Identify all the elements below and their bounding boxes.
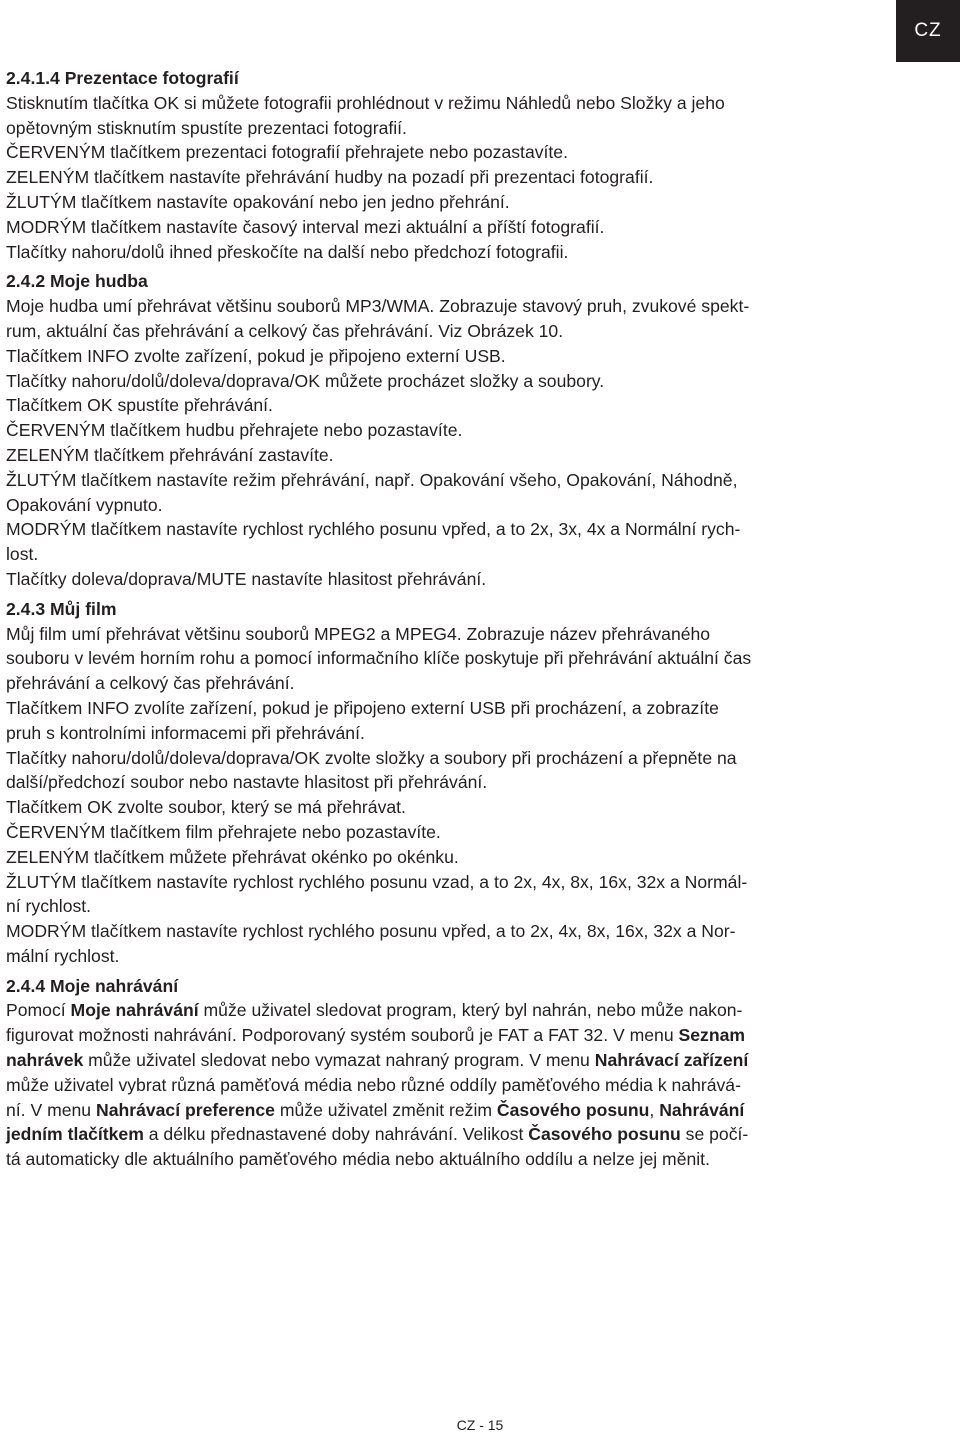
bold-term: nahrávek — [6, 1050, 84, 1071]
text-line: pruh s kontrolními informacemi při přehrávání. — [6, 722, 365, 743]
page-number: CZ - 15 — [456, 1417, 504, 1433]
text-line: Tlačítky nahoru/dolů/doleva/doprava/OK můžete procházet složky a soubory. — [6, 370, 605, 391]
text-line: Tlačítky nahoru/dolů/doleva/doprava/OK zvolte složky a soubory při procházení a přepněte na — [6, 747, 737, 768]
text-line: Můj film umí přehrávat většinu souborů MPEG2 a MPEG4. Zobrazuje název přehrávaného — [6, 623, 711, 644]
text-line: Opakování vypnuto. — [6, 494, 163, 515]
text-line: Tlačítkem INFO zvolíte zařízení, pokud je připojeno externí USB při procházení, a zobrazíte — [6, 697, 719, 718]
text-line: přehrávání a celkový čas přehrávání. — [6, 673, 295, 694]
section-heading: 2.4.1.4 Prezentace fotografií — [6, 68, 239, 88]
bold-term: Časového posunu — [496, 1099, 650, 1120]
text-line — [6, 1073, 890, 1098]
section-heading: 2.4.4 Moje nahrávání — [6, 975, 179, 996]
text-line: ČERVENÝM tlačítkem film přehrajete nebo pozastavíte. — [6, 821, 441, 842]
text-line: další/předchozí soubor nebo nastavte hlasitost při přehrávání. — [6, 772, 488, 793]
text-line: Tlačítkem OK spustíte přehrávání. — [6, 395, 273, 416]
text-line: ŽLUTÝM tlačítkem nastavíte rychlost rychlého posunu vzad, a to 2x, 4x, 8x, 16x, 32x a Normál- — [6, 871, 748, 892]
text-line: opětovným stisknutím spustíte prezentaci fotografií. — [6, 117, 407, 138]
text-line — [6, 1147, 890, 1172]
text-line: ŽLUTÝM tlačítkem nastavíte režim přehrávání, např. Opakování všeho, Opakování, Náhodně, — [6, 469, 738, 490]
section-photo-slideshow — [6, 66, 890, 264]
bold-term: Nahrávání — [659, 1099, 745, 1120]
text-run: Pomocí — [6, 1000, 71, 1021]
bold-term: Nahrávací zařízení — [594, 1050, 749, 1071]
section-heading: 2.4.3 Můj film — [6, 598, 117, 619]
bold-term: Časového posunu — [528, 1124, 681, 1145]
text-run: tá automaticky dle aktuálního paměťového média nebo aktuálního oddílu a nelze jej měnit. — [6, 1149, 710, 1170]
text-line: Tlačítky doleva/doprava/MUTE nastavíte hlasitost přehrávání. — [6, 568, 487, 589]
text-line: ZELENÝM tlačítkem můžete přehrávat okénko po okénku. — [6, 846, 459, 867]
text-line — [6, 998, 890, 1023]
text-run: a délku přednastavené doby nahrávání. Velikost — [143, 1124, 529, 1145]
text-line: Tlačítkem OK zvolte soubor, který se má přehrávat. — [6, 797, 406, 818]
text-line: ZELENÝM tlačítkem přehrávání zastavíte. — [6, 444, 334, 465]
section-my-film — [6, 597, 890, 969]
text-line: ŽLUTÝM tlačítkem nastavíte opakování nebo jen jedno přehrání. — [6, 191, 510, 212]
text-line: Tlačítky nahoru/dolů ihned přeskočíte na další nebo předchozí fotografii. — [6, 241, 569, 262]
text-line: MODRÝM tlačítkem nastavíte rychlost rychlého posunu vpřed, a to 2x, 4x, 8x, 16x, 32x a Nor- — [6, 921, 736, 942]
text-line: rum, aktuální čas přehrávání a celkový čas přehrávání. Viz Obrázek 10. — [6, 320, 564, 341]
bold-term: jedním tlačítkem — [6, 1124, 144, 1145]
text-line: ní rychlost. — [6, 896, 92, 917]
text-line: mální rychlost. — [6, 945, 120, 966]
text-run: figurovat možnosti nahrávání. Podporovaný systém souborů je FAT a FAT 32. V menu — [6, 1025, 679, 1046]
text-line — [6, 1048, 890, 1073]
text-run: může uživatel změnit režim — [274, 1099, 497, 1120]
text-line: ČERVENÝM tlačítkem hudbu přehrajete nebo pozastavíte. — [6, 420, 463, 441]
text-line — [6, 1023, 890, 1048]
text-run: , — [649, 1099, 660, 1120]
text-run: může uživatel vybrat různá paměťová média nebo různé oddíly paměťového média k nahrává- — [6, 1074, 741, 1095]
text-line: ČERVENÝM tlačítkem prezentaci fotografií přehrajete nebo pozastavíte. — [6, 142, 568, 163]
language-tab: CZ — [896, 0, 960, 62]
text-run: se počí- — [680, 1124, 749, 1145]
text-line: Tlačítkem INFO zvolte zařízení, pokud je připojeno externí USB. — [6, 345, 506, 366]
text-line — [6, 1122, 890, 1147]
document-body — [6, 66, 890, 1177]
text-run: může uživatel sledovat program, který byl nahrán, nebo může nakon- — [198, 1000, 743, 1021]
bold-term: Nahrávací preference — [95, 1099, 275, 1120]
text-run: ní. V menu — [6, 1099, 96, 1120]
text-line: souboru v levém horním rohu a pomocí informačního klíče poskytuje při přehrávání aktuální čas — [6, 648, 752, 669]
section-my-recordings — [6, 974, 890, 1172]
text-line: lost. — [6, 544, 39, 565]
text-line: MODRÝM tlačítkem nastavíte časový interval mezi aktuální a příští fotografií. — [6, 216, 605, 237]
text-run: může uživatel sledovat nebo vymazat nahraný program. V menu — [83, 1050, 595, 1071]
text-line: MODRÝM tlačítkem nastavíte rychlost rychlého posunu vpřed, a to 2x, 3x, 4x a Normální rych- — [6, 519, 741, 540]
section-my-music — [6, 269, 890, 591]
text-line — [6, 1098, 890, 1123]
text-line: Moje hudba umí přehrávat většinu souborů MP3/WMA. Zobrazuje stavový pruh, zvukové spekt- — [6, 296, 750, 317]
text-line: ZELENÝM tlačítkem nastavíte přehrávání hudby na pozadí při prezentaci fotografií. — [6, 167, 654, 188]
bold-term: Seznam — [678, 1025, 745, 1046]
section-heading: 2.4.2 Moje hudba — [6, 271, 148, 292]
bold-term: Moje nahrávání — [70, 1000, 199, 1021]
text-line: Stisknutím tlačítka OK si můžete fotografii prohlédnout v režimu Náhledů nebo Složky a jeho — [6, 92, 725, 113]
